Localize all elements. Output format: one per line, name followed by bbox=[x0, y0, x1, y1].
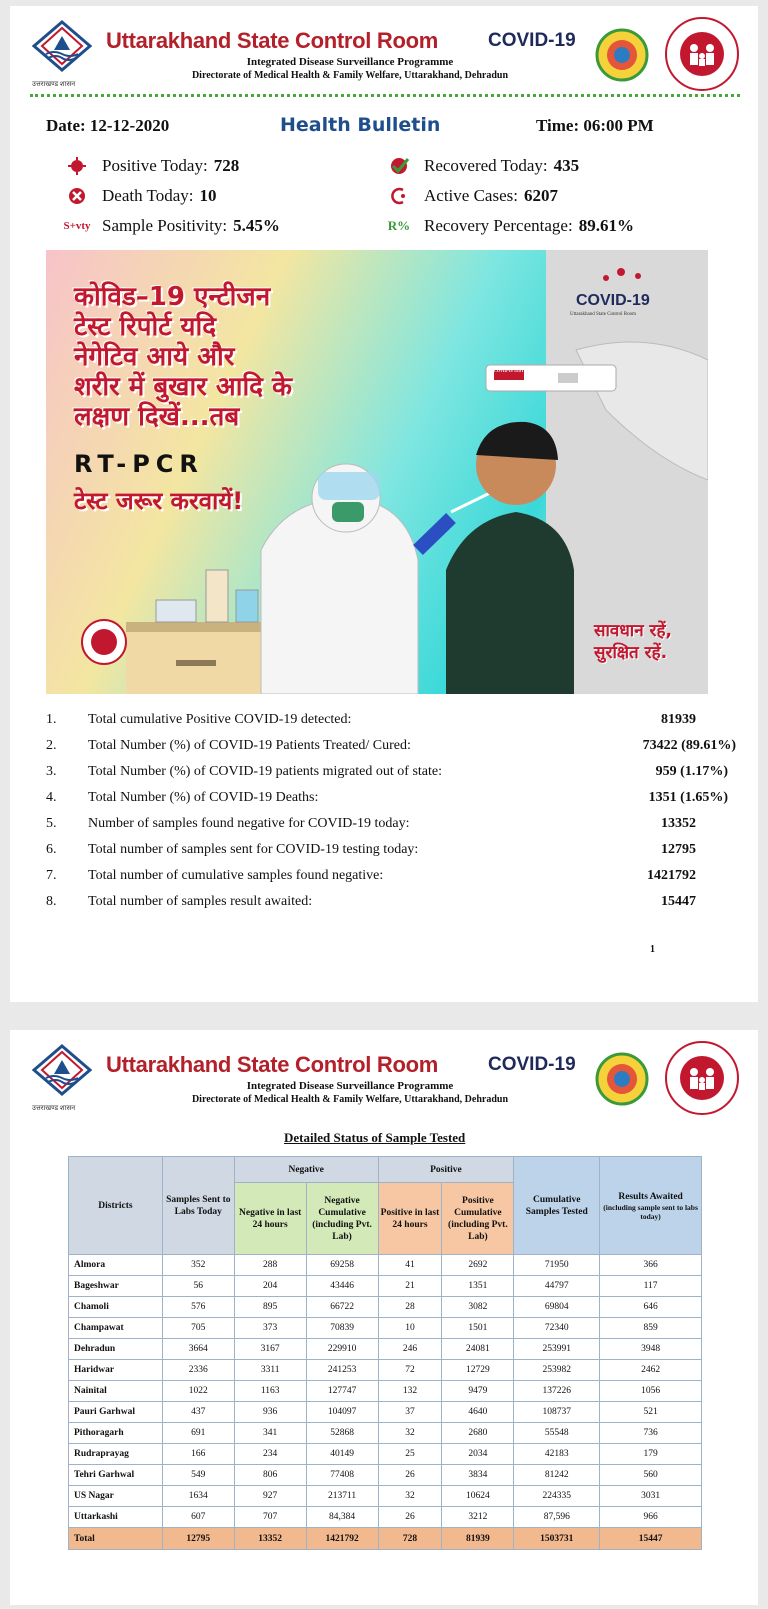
uttarakhand-emblem-icon bbox=[32, 20, 92, 82]
cell-samples-sent: 56 bbox=[162, 1276, 234, 1297]
stat-label: Active Cases: bbox=[424, 186, 518, 205]
cell-negative-24h: 234 bbox=[234, 1444, 306, 1465]
cell-negative-24h: 13352 bbox=[234, 1528, 306, 1550]
cell-positive-cumulative: 24081 bbox=[442, 1339, 514, 1360]
cell-positive-24h: 37 bbox=[378, 1402, 442, 1423]
cell-results-awaited: 117 bbox=[600, 1276, 702, 1297]
header-directorate: Directorate of Medical Health & Family Welfare, Uttarakhand, Dehradun bbox=[191, 1094, 509, 1105]
poster-test-line: टेस्ट जरूर करवायें! bbox=[74, 487, 244, 515]
cell-cumulative-tested: 55548 bbox=[514, 1423, 600, 1444]
bulletin-page-1 bbox=[10, 6, 758, 1002]
check-icon bbox=[386, 156, 412, 176]
cell-negative-cumulative: 213711 bbox=[306, 1486, 378, 1507]
cell-positive-24h: 10 bbox=[378, 1318, 442, 1339]
r-icon: R% bbox=[387, 218, 411, 233]
cell-negative-cumulative: 52868 bbox=[306, 1423, 378, 1444]
cell-negative-24h: 895 bbox=[234, 1297, 306, 1318]
header-programme: Integrated Disease Surveillance Programme bbox=[246, 1080, 454, 1092]
cell-samples-sent: 2336 bbox=[162, 1360, 234, 1381]
cell-results-awaited: 966 bbox=[600, 1507, 702, 1528]
item-label: Total number of samples result awaited: bbox=[88, 894, 313, 909]
cell-positive-24h: 728 bbox=[378, 1528, 442, 1550]
cell-district: Nainital bbox=[69, 1381, 163, 1402]
nhm-logo-icon bbox=[664, 1040, 740, 1116]
item-value: 1421792 bbox=[647, 868, 696, 883]
col-positive-cumulative: Positive Cumulative (including Pvt. Lab) bbox=[442, 1183, 514, 1255]
cell-cumulative-tested: 69804 bbox=[514, 1297, 600, 1318]
cell-negative-24h: 288 bbox=[234, 1255, 306, 1276]
item-number: 1. bbox=[46, 712, 57, 727]
table-row bbox=[69, 1255, 702, 1276]
cell-district: Total bbox=[69, 1528, 163, 1550]
poster-rtpcr: RT-PCR bbox=[74, 450, 204, 478]
table-row bbox=[69, 1486, 702, 1507]
poster-headline: कोविड–19 एन्टीजन टेस्ट रिपोर्ट यदि नेगेटिव आये और शरीर में बुखार आदि के लक्षण दिखें...तब bbox=[74, 282, 292, 432]
cell-samples-sent: 607 bbox=[162, 1507, 234, 1528]
cell-positive-cumulative: 1501 bbox=[442, 1318, 514, 1339]
item-value: 959 (1.17%) bbox=[655, 764, 728, 779]
list-item bbox=[46, 894, 736, 920]
cell-district: Uttarkashi bbox=[69, 1507, 163, 1528]
cell-positive-24h: 28 bbox=[378, 1297, 442, 1318]
cell-positive-24h: 246 bbox=[378, 1339, 442, 1360]
cell-district: Haridwar bbox=[69, 1360, 163, 1381]
item-number: 5. bbox=[46, 816, 57, 831]
item-value: 73422 (89.61%) bbox=[642, 738, 736, 753]
cell-positive-cumulative: 2034 bbox=[442, 1444, 514, 1465]
cell-negative-24h: 3311 bbox=[234, 1360, 306, 1381]
table-row bbox=[69, 1381, 702, 1402]
cell-cumulative-tested: 108737 bbox=[514, 1402, 600, 1423]
table-row bbox=[69, 1318, 702, 1339]
cell-samples-sent: 12795 bbox=[162, 1528, 234, 1550]
cell-positive-cumulative: 3212 bbox=[442, 1507, 514, 1528]
cell-cumulative-tested: 42183 bbox=[514, 1444, 600, 1465]
cell-negative-cumulative: 69258 bbox=[306, 1255, 378, 1276]
table-total-row bbox=[69, 1528, 702, 1550]
cell-positive-cumulative: 81939 bbox=[442, 1528, 514, 1550]
table-row bbox=[69, 1297, 702, 1318]
cell-cumulative-tested: 87,596 bbox=[514, 1507, 600, 1528]
table-row bbox=[69, 1423, 702, 1444]
item-label: Total Number (%) of COVID-19 Deaths: bbox=[88, 790, 319, 805]
covid-brand: COVID-19 bbox=[488, 1054, 576, 1075]
stat-recovery-percentage bbox=[386, 216, 634, 236]
bulletin-page-2 bbox=[10, 1030, 758, 1605]
cell-cumulative-tested: 253991 bbox=[514, 1339, 600, 1360]
cell-cumulative-tested: 81242 bbox=[514, 1465, 600, 1486]
cell-results-awaited: 179 bbox=[600, 1444, 702, 1465]
cell-positive-cumulative: 9479 bbox=[442, 1381, 514, 1402]
cell-samples-sent: 352 bbox=[162, 1255, 234, 1276]
covid-logo-icon bbox=[595, 1052, 649, 1106]
table-row bbox=[69, 1276, 702, 1297]
item-value: 13352 bbox=[661, 816, 696, 831]
cell-negative-24h: 707 bbox=[234, 1507, 306, 1528]
group-negative: Negative bbox=[234, 1157, 378, 1183]
cell-results-awaited: 859 bbox=[600, 1318, 702, 1339]
cell-negative-cumulative: 77408 bbox=[306, 1465, 378, 1486]
cell-positive-cumulative: 3082 bbox=[442, 1297, 514, 1318]
cell-positive-24h: 32 bbox=[378, 1423, 442, 1444]
cell-negative-cumulative: 66722 bbox=[306, 1297, 378, 1318]
cell-district: US Nagar bbox=[69, 1486, 163, 1507]
cell-district: Champawat bbox=[69, 1318, 163, 1339]
cell-district: Chamoli bbox=[69, 1297, 163, 1318]
page-header bbox=[10, 6, 758, 90]
cell-positive-24h: 21 bbox=[378, 1276, 442, 1297]
cell-negative-cumulative: 127747 bbox=[306, 1381, 378, 1402]
cell-positive-cumulative: 1351 bbox=[442, 1276, 514, 1297]
poster-covid-sub: Uttarakhand State Control Room bbox=[570, 312, 636, 317]
stat-death-today bbox=[64, 186, 217, 206]
cell-negative-24h: 1163 bbox=[234, 1381, 306, 1402]
col-awaited-label: Results Awaited bbox=[618, 1191, 683, 1202]
stat-value: 435 bbox=[553, 156, 580, 175]
col-cumulative-tested: Cumulative Samples Tested bbox=[514, 1157, 600, 1255]
col-positive-24h: Positive in last 24 hours bbox=[378, 1183, 442, 1255]
test-kit-label: COVID-19 TEST bbox=[494, 368, 524, 373]
col-negative-cumulative: Negative Cumulative (including Pvt. Lab) bbox=[306, 1183, 378, 1255]
cell-district: Tehri Garhwal bbox=[69, 1465, 163, 1486]
cell-results-awaited: 366 bbox=[600, 1255, 702, 1276]
cell-cumulative-tested: 224335 bbox=[514, 1486, 600, 1507]
cell-samples-sent: 691 bbox=[162, 1423, 234, 1444]
table-row bbox=[69, 1465, 702, 1486]
item-label: Total cumulative Positive COVID-19 detected: bbox=[88, 712, 352, 727]
table-body bbox=[69, 1255, 702, 1550]
poster-safe-text: सावधान रहें, सुरक्षित रहें. bbox=[594, 621, 672, 663]
cell-cumulative-tested: 44797 bbox=[514, 1276, 600, 1297]
s-icon: S+vty bbox=[63, 220, 91, 232]
stat-recovered-today bbox=[386, 156, 579, 176]
cell-cumulative-tested: 72340 bbox=[514, 1318, 600, 1339]
cell-positive-cumulative: 2680 bbox=[442, 1423, 514, 1444]
list-item bbox=[46, 816, 736, 842]
stat-sample-positivity bbox=[64, 216, 280, 236]
item-label: Total Number (%) of COVID-19 patients migrated out of state: bbox=[88, 764, 442, 779]
list-item bbox=[46, 738, 736, 764]
stat-label: Death Today: bbox=[102, 186, 194, 205]
cell-negative-24h: 806 bbox=[234, 1465, 306, 1486]
sample-status-table bbox=[68, 1156, 702, 1550]
cell-results-awaited: 3948 bbox=[600, 1339, 702, 1360]
item-number: 3. bbox=[46, 764, 57, 779]
col-awaited-note: (including sample sent to labs today) bbox=[603, 1202, 698, 1221]
virus-icon bbox=[64, 156, 90, 176]
covid-logo-icon bbox=[595, 28, 649, 82]
col-districts: Districts bbox=[69, 1157, 163, 1255]
list-item bbox=[46, 868, 736, 894]
bulletin-date: Date: 12-12-2020 bbox=[46, 116, 170, 135]
stat-active-cases bbox=[386, 186, 558, 206]
stat-positive-today bbox=[64, 156, 239, 176]
poster-covid-brand: COVID-19 bbox=[576, 292, 650, 309]
stat-value: 6207 bbox=[523, 186, 558, 205]
list-item bbox=[46, 712, 736, 738]
header-directorate: Directorate of Medical Health & Family Welfare, Uttarakhand, Dehradun bbox=[191, 70, 509, 81]
stat-label: Sample Positivity: bbox=[102, 216, 228, 235]
item-value: 15447 bbox=[661, 894, 696, 909]
covid-brand: COVID-19 bbox=[488, 30, 576, 51]
header-rule bbox=[30, 94, 740, 97]
cell-negative-cumulative: 229910 bbox=[306, 1339, 378, 1360]
list-item bbox=[46, 790, 736, 816]
list-item bbox=[46, 764, 736, 790]
cell-negative-cumulative: 70839 bbox=[306, 1318, 378, 1339]
cell-positive-cumulative: 10624 bbox=[442, 1486, 514, 1507]
nhm-logo-icon bbox=[664, 16, 740, 92]
item-number: 4. bbox=[46, 790, 57, 805]
cell-samples-sent: 705 bbox=[162, 1318, 234, 1339]
cell-negative-24h: 341 bbox=[234, 1423, 306, 1444]
stat-label: Recovered Today: bbox=[424, 156, 548, 175]
cell-samples-sent: 549 bbox=[162, 1465, 234, 1486]
cell-positive-24h: 26 bbox=[378, 1507, 442, 1528]
stat-value: 10 bbox=[199, 186, 217, 205]
cell-negative-24h: 936 bbox=[234, 1402, 306, 1423]
item-number: 6. bbox=[46, 842, 57, 857]
cell-district: Almora bbox=[69, 1255, 163, 1276]
group-positive: Positive bbox=[378, 1157, 514, 1183]
cell-negative-cumulative: 241253 bbox=[306, 1360, 378, 1381]
cell-negative-24h: 204 bbox=[234, 1276, 306, 1297]
cell-district: Pithoragarh bbox=[69, 1423, 163, 1444]
cell-results-awaited: 3031 bbox=[600, 1486, 702, 1507]
cell-cumulative-tested: 137226 bbox=[514, 1381, 600, 1402]
cell-district: Pauri Garhwal bbox=[69, 1402, 163, 1423]
cell-samples-sent: 437 bbox=[162, 1402, 234, 1423]
cell-positive-24h: 41 bbox=[378, 1255, 442, 1276]
bulletin-title: Health Bulletin bbox=[280, 114, 441, 136]
cell-negative-24h: 373 bbox=[234, 1318, 306, 1339]
cell-positive-24h: 26 bbox=[378, 1465, 442, 1486]
cell-negative-24h: 3167 bbox=[234, 1339, 306, 1360]
cell-results-awaited: 1056 bbox=[600, 1381, 702, 1402]
table-row bbox=[69, 1402, 702, 1423]
table-row bbox=[69, 1339, 702, 1360]
cell-results-awaited: 521 bbox=[600, 1402, 702, 1423]
stat-label: Positive Today: bbox=[102, 156, 208, 175]
item-value: 81939 bbox=[661, 712, 696, 727]
cell-samples-sent: 1634 bbox=[162, 1486, 234, 1507]
cell-negative-cumulative: 40149 bbox=[306, 1444, 378, 1465]
item-number: 7. bbox=[46, 868, 57, 883]
col-samples-sent: Samples Sent to Labs Today bbox=[162, 1157, 234, 1255]
list-item bbox=[46, 842, 736, 868]
cell-negative-cumulative: 1421792 bbox=[306, 1528, 378, 1550]
cell-samples-sent: 1022 bbox=[162, 1381, 234, 1402]
table-row bbox=[69, 1444, 702, 1465]
stat-label: Recovery Percentage: bbox=[424, 216, 573, 235]
cell-results-awaited: 15447 bbox=[600, 1528, 702, 1550]
table-row bbox=[69, 1507, 702, 1528]
cell-district: Dehradun bbox=[69, 1339, 163, 1360]
cell-positive-cumulative: 2692 bbox=[442, 1255, 514, 1276]
cell-positive-cumulative: 12729 bbox=[442, 1360, 514, 1381]
stat-value: 728 bbox=[213, 156, 240, 175]
cell-district: Bageshwar bbox=[69, 1276, 163, 1297]
cell-cumulative-tested: 1503731 bbox=[514, 1528, 600, 1550]
active-icon bbox=[386, 186, 412, 206]
cell-negative-cumulative: 104097 bbox=[306, 1402, 378, 1423]
cell-positive-cumulative: 4640 bbox=[442, 1402, 514, 1423]
cell-positive-cumulative: 3834 bbox=[442, 1465, 514, 1486]
header-title: Uttarakhand State Control Room bbox=[106, 1052, 439, 1077]
page-header bbox=[10, 1030, 758, 1114]
header-programme: Integrated Disease Surveillance Programme bbox=[246, 56, 454, 68]
col-results-awaited bbox=[600, 1157, 702, 1255]
cell-results-awaited: 560 bbox=[600, 1465, 702, 1486]
item-label: Total Number (%) of COVID-19 Patients Treated/ Cured: bbox=[88, 738, 411, 753]
cell-positive-24h: 72 bbox=[378, 1360, 442, 1381]
cell-cumulative-tested: 253982 bbox=[514, 1360, 600, 1381]
cell-negative-cumulative: 43446 bbox=[306, 1276, 378, 1297]
cell-samples-sent: 166 bbox=[162, 1444, 234, 1465]
cell-district: Rudraprayag bbox=[69, 1444, 163, 1465]
cell-cumulative-tested: 71950 bbox=[514, 1255, 600, 1276]
item-number: 2. bbox=[46, 738, 57, 753]
item-value: 12795 bbox=[661, 842, 696, 857]
cell-negative-cumulative: 84,384 bbox=[306, 1507, 378, 1528]
cell-results-awaited: 2462 bbox=[600, 1360, 702, 1381]
cell-positive-24h: 132 bbox=[378, 1381, 442, 1402]
page-number: 1 bbox=[650, 944, 655, 955]
cell-results-awaited: 646 bbox=[600, 1297, 702, 1318]
uttarakhand-emblem-icon bbox=[32, 1044, 92, 1106]
cell-samples-sent: 3664 bbox=[162, 1339, 234, 1360]
table-row bbox=[69, 1360, 702, 1381]
table-title: Detailed Status of Sample Tested bbox=[284, 1130, 466, 1145]
item-value: 1351 (1.65%) bbox=[648, 790, 728, 805]
stat-value: 89.61% bbox=[578, 216, 634, 235]
emblem-caption: उत्तराखण्ड शासन bbox=[32, 1104, 76, 1112]
cell-samples-sent: 576 bbox=[162, 1297, 234, 1318]
header-title: Uttarakhand State Control Room bbox=[106, 28, 439, 53]
item-label: Total number of samples sent for COVID-19 testing today: bbox=[88, 842, 419, 857]
cell-positive-24h: 25 bbox=[378, 1444, 442, 1465]
stat-value: 5.45% bbox=[233, 216, 280, 235]
item-label: Total number of cumulative samples found negative: bbox=[88, 868, 384, 883]
item-number: 8. bbox=[46, 894, 57, 909]
awareness-poster bbox=[46, 250, 708, 694]
cell-negative-24h: 927 bbox=[234, 1486, 306, 1507]
col-negative-24h: Negative in last 24 hours bbox=[234, 1183, 306, 1255]
item-label: Number of samples found negative for COVID-19 today: bbox=[88, 816, 410, 831]
bulletin-time: Time: 06:00 PM bbox=[536, 116, 654, 135]
emblem-caption: उत्तराखण्ड शासन bbox=[32, 80, 76, 88]
death-icon bbox=[64, 186, 90, 206]
cell-results-awaited: 736 bbox=[600, 1423, 702, 1444]
cell-positive-24h: 32 bbox=[378, 1486, 442, 1507]
